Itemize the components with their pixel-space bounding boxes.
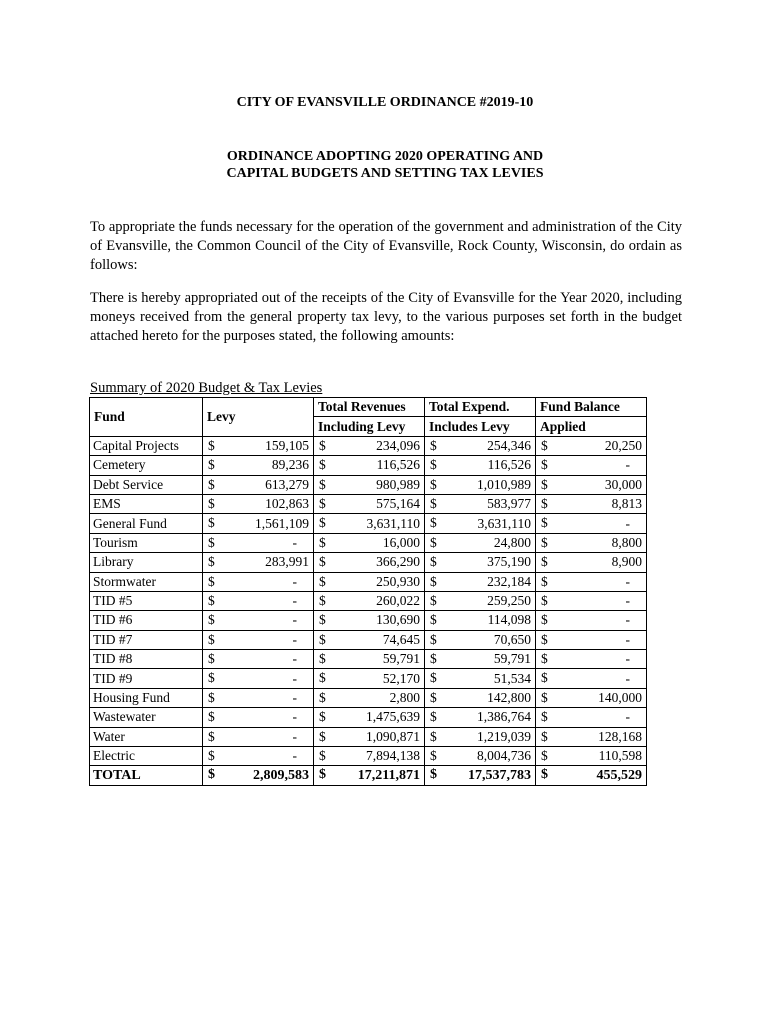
currency-symbol: $ [541, 534, 548, 550]
balance-cell [536, 708, 647, 727]
expend-cell [425, 747, 536, 766]
currency-symbol: $ [208, 437, 215, 453]
fund-name: Library [90, 553, 203, 572]
levy-amount: - [292, 612, 297, 628]
table-caption: Summary of 2020 Budget & Tax Levies [90, 380, 323, 396]
currency-symbol: $ [319, 476, 326, 492]
levy-cell [203, 611, 314, 630]
expend-cell [425, 669, 536, 688]
currency-symbol: $ [541, 554, 548, 570]
table-row [90, 514, 647, 533]
expend-amount: 259,250 [487, 593, 531, 609]
currency-symbol: $ [319, 728, 326, 744]
header-expend-line-2: Includes Levy [425, 417, 536, 436]
expend-cell [425, 572, 536, 591]
expend-amount: 8,004,736 [477, 748, 531, 764]
balance-cell [536, 747, 647, 766]
currency-symbol: $ [541, 476, 548, 492]
subtitle-line-1: ORDINANCE ADOPTING 2020 OPERATING AND [226, 149, 544, 164]
levy-cell [203, 436, 314, 455]
levy-cell [203, 688, 314, 707]
levy-cell [203, 456, 314, 475]
balance-cell [536, 572, 647, 591]
revenues-cell [314, 475, 425, 494]
currency-symbol: $ [541, 515, 548, 531]
balance-amount: 110,598 [598, 748, 642, 764]
levy-cell [203, 727, 314, 746]
balance-amount: - [625, 651, 630, 667]
expend-cell [425, 494, 536, 513]
revenues-cell [314, 494, 425, 513]
currency-symbol: $ [319, 495, 326, 511]
currency-symbol: $ [430, 651, 437, 667]
revenues-cell [314, 650, 425, 669]
currency-symbol: $ [430, 495, 437, 511]
levy-cell [203, 514, 314, 533]
header-balance-line-1: Fund Balance [536, 398, 647, 417]
currency-symbol: $ [541, 689, 548, 705]
expend-amount: 51,534 [493, 670, 531, 686]
table-row [90, 650, 647, 669]
levy-cell [203, 475, 314, 494]
currency-symbol: $ [319, 631, 326, 647]
revenues-cell [314, 630, 425, 649]
currency-symbol: $ [208, 651, 215, 667]
currency-symbol: $ [541, 495, 548, 511]
currency-symbol: $ [430, 476, 437, 492]
levy-cell [203, 533, 314, 552]
expend-amount: 1,386,764 [477, 709, 531, 725]
currency-symbol: $ [319, 689, 326, 705]
levy-amount: 159,105 [265, 437, 309, 453]
balance-cell [536, 669, 647, 688]
header-levy: Levy [203, 398, 314, 437]
currency-symbol: $ [541, 748, 548, 764]
expend-amount: 3,631,110 [477, 515, 531, 531]
fund-name: Tourism [90, 533, 203, 552]
currency-symbol: $ [319, 709, 326, 725]
revenues-cell [314, 766, 425, 785]
fund-name: TID #5 [90, 591, 203, 610]
levy-amount: - [292, 670, 297, 686]
balance-amount: 128,168 [598, 728, 642, 744]
balance-amount: - [625, 709, 630, 725]
expend-cell [425, 475, 536, 494]
balance-cell [536, 436, 647, 455]
levy-amount: - [292, 631, 297, 647]
expend-cell [425, 630, 536, 649]
expend-amount: 70,650 [493, 631, 531, 647]
balance-amount: - [625, 573, 630, 589]
revenues-cell [314, 514, 425, 533]
currency-symbol: $ [541, 728, 548, 744]
fund-name: Capital Projects [90, 436, 203, 455]
expend-cell [425, 611, 536, 630]
levy-amount: - [292, 573, 297, 589]
currency-symbol: $ [430, 670, 437, 686]
budget-summary-table [89, 397, 647, 786]
table-row [90, 436, 647, 455]
levy-amount: 613,279 [265, 476, 309, 492]
revenues-amount: 2,800 [389, 690, 420, 706]
revenues-cell [314, 611, 425, 630]
revenues-cell [314, 669, 425, 688]
balance-amount: - [625, 593, 630, 609]
revenues-amount: 366,290 [376, 554, 420, 570]
levy-amount: - [292, 728, 297, 744]
table-row [90, 669, 647, 688]
currency-symbol: $ [430, 457, 437, 473]
currency-symbol: $ [208, 631, 215, 647]
currency-symbol: $ [319, 573, 326, 589]
revenues-amount: 234,096 [376, 437, 420, 453]
fund-name: EMS [90, 494, 203, 513]
revenues-amount: 1,475,639 [366, 709, 420, 725]
currency-symbol: $ [208, 534, 215, 550]
currency-symbol: $ [208, 689, 215, 705]
expend-amount: 114,098 [487, 612, 531, 628]
table-row [90, 611, 647, 630]
revenues-cell [314, 591, 425, 610]
fund-name: Housing Fund [90, 688, 203, 707]
levy-cell [203, 591, 314, 610]
levy-amount: - [292, 534, 297, 550]
levy-amount: 283,991 [265, 554, 309, 570]
table-row [90, 533, 647, 552]
currency-symbol: $ [208, 670, 215, 686]
expend-cell [425, 727, 536, 746]
currency-symbol: $ [541, 612, 548, 628]
fund-name: Debt Service [90, 475, 203, 494]
balance-cell [536, 630, 647, 649]
currency-symbol: $ [430, 631, 437, 647]
revenues-cell [314, 747, 425, 766]
currency-symbol: $ [541, 767, 548, 783]
currency-symbol: $ [208, 592, 215, 608]
currency-symbol: $ [208, 457, 215, 473]
header-revenues-line-2: Including Levy [314, 417, 425, 436]
revenues-cell [314, 572, 425, 591]
currency-symbol: $ [319, 767, 326, 783]
expend-cell [425, 591, 536, 610]
balance-amount: - [625, 457, 630, 473]
expend-amount: 17,537,783 [468, 767, 531, 783]
levy-cell [203, 766, 314, 785]
revenues-amount: 130,690 [376, 612, 420, 628]
balance-amount: 8,800 [611, 534, 642, 550]
revenues-amount: 260,022 [376, 593, 420, 609]
currency-symbol: $ [319, 612, 326, 628]
levy-cell [203, 630, 314, 649]
currency-symbol: $ [319, 748, 326, 764]
levy-cell [203, 669, 314, 688]
expend-amount: 116,526 [487, 457, 531, 473]
expend-amount: 375,190 [487, 554, 531, 570]
ordinance-title: CITY OF EVANSVILLE ORDINANCE #2019-10 [236, 95, 534, 110]
currency-symbol: $ [208, 554, 215, 570]
revenues-amount: 17,211,871 [357, 767, 420, 783]
revenues-cell [314, 533, 425, 552]
revenues-amount: 52,170 [382, 670, 420, 686]
levy-cell [203, 553, 314, 572]
currency-symbol: $ [430, 728, 437, 744]
expend-cell [425, 456, 536, 475]
levy-amount: - [292, 709, 297, 725]
currency-symbol: $ [208, 767, 215, 783]
balance-cell [536, 611, 647, 630]
revenues-amount: 250,930 [376, 573, 420, 589]
fund-name: TID #8 [90, 650, 203, 669]
balance-cell [536, 514, 647, 533]
levy-amount: - [292, 651, 297, 667]
revenues-amount: 1,090,871 [366, 728, 420, 744]
currency-symbol: $ [430, 534, 437, 550]
fund-name: General Fund [90, 514, 203, 533]
currency-symbol: $ [541, 592, 548, 608]
balance-amount: 8,900 [611, 554, 642, 570]
revenues-cell [314, 727, 425, 746]
subtitle-line-2: CAPITAL BUDGETS AND SETTING TAX LEVIES [226, 166, 544, 181]
levy-amount: - [292, 690, 297, 706]
table-total-row [90, 766, 647, 785]
currency-symbol: $ [208, 495, 215, 511]
expend-amount: 1,010,989 [477, 476, 531, 492]
currency-symbol: $ [319, 457, 326, 473]
fund-name: TID #9 [90, 669, 203, 688]
currency-symbol: $ [430, 612, 437, 628]
currency-symbol: $ [430, 437, 437, 453]
expend-cell [425, 650, 536, 669]
currency-symbol: $ [430, 748, 437, 764]
currency-symbol: $ [430, 554, 437, 570]
levy-amount: 89,236 [271, 457, 309, 473]
expend-cell [425, 514, 536, 533]
revenues-amount: 7,894,138 [366, 748, 420, 764]
table-row [90, 553, 647, 572]
balance-amount: - [625, 515, 630, 531]
balance-cell [536, 650, 647, 669]
balance-cell [536, 766, 647, 785]
table-row [90, 494, 647, 513]
fund-name: Water [90, 727, 203, 746]
revenues-amount: 16,000 [382, 534, 420, 550]
levy-amount: - [292, 748, 297, 764]
header-revenues-line-1: Total Revenues [314, 398, 425, 417]
revenues-amount: 575,164 [376, 496, 420, 512]
revenues-cell [314, 688, 425, 707]
revenues-cell [314, 708, 425, 727]
currency-symbol: $ [208, 728, 215, 744]
currency-symbol: $ [430, 767, 437, 783]
balance-amount: - [625, 631, 630, 647]
fund-name: Stormwater [90, 572, 203, 591]
currency-symbol: $ [541, 573, 548, 589]
balance-amount: - [625, 670, 630, 686]
table-row [90, 572, 647, 591]
levy-amount: 1,561,109 [255, 515, 309, 531]
expend-amount: 1,219,039 [477, 728, 531, 744]
table-row [90, 630, 647, 649]
expend-cell [425, 688, 536, 707]
revenues-cell [314, 553, 425, 572]
balance-amount: 455,529 [596, 767, 642, 783]
levy-amount: 2,809,583 [253, 767, 309, 783]
levy-amount: 102,863 [265, 496, 309, 512]
currency-symbol: $ [541, 670, 548, 686]
revenues-amount: 980,989 [376, 476, 420, 492]
levy-cell [203, 494, 314, 513]
header-fund: Fund [90, 398, 203, 437]
currency-symbol: $ [541, 709, 548, 725]
expend-amount: 24,800 [493, 534, 531, 550]
currency-symbol: $ [430, 689, 437, 705]
intro-paragraph: To appropriate the funds necessary for the operation of the government and administration of the City of Evansville, the Common Council of the City of Evansville, Rock County, Wisconsin, do ordain as follows: [90, 219, 682, 273]
table-row [90, 708, 647, 727]
fund-name: TID #6 [90, 611, 203, 630]
currency-symbol: $ [208, 709, 215, 725]
expend-cell [425, 553, 536, 572]
currency-symbol: $ [319, 651, 326, 667]
expend-amount: 583,977 [487, 496, 531, 512]
header-balance-line-2: Applied [536, 417, 647, 436]
revenues-cell [314, 436, 425, 455]
table-row [90, 591, 647, 610]
table-row [90, 688, 647, 707]
revenues-amount: 116,526 [376, 457, 420, 473]
currency-symbol: $ [430, 515, 437, 531]
currency-symbol: $ [430, 573, 437, 589]
expend-amount: 142,800 [487, 690, 531, 706]
levy-amount: - [292, 593, 297, 609]
expend-cell [425, 436, 536, 455]
table-row [90, 747, 647, 766]
header-expend-line-1: Total Expend. [425, 398, 536, 417]
revenues-amount: 3,631,110 [366, 515, 420, 531]
currency-symbol: $ [319, 554, 326, 570]
table-row [90, 456, 647, 475]
fund-name: Wastewater [90, 708, 203, 727]
balance-cell [536, 591, 647, 610]
fund-name: TID #7 [90, 630, 203, 649]
expend-amount: 232,184 [487, 573, 531, 589]
revenues-cell [314, 456, 425, 475]
revenues-amount: 59,791 [382, 651, 420, 667]
appropriation-paragraph: There is hereby appropriated out of the receipts of the City of Evansville for the Year 2020, including moneys received from the general property tax levy, to the various purposes set forth in the budget attached hereto for the purposes stated, the following amounts: [90, 290, 682, 344]
balance-cell [536, 688, 647, 707]
balance-cell [536, 494, 647, 513]
expend-cell [425, 533, 536, 552]
fund-name: Electric [90, 747, 203, 766]
currency-symbol: $ [541, 651, 548, 667]
balance-amount: 20,250 [604, 437, 642, 453]
fund-name: TOTAL [90, 766, 203, 785]
levy-cell [203, 572, 314, 591]
currency-symbol: $ [208, 612, 215, 628]
currency-symbol: $ [430, 592, 437, 608]
currency-symbol: $ [430, 709, 437, 725]
balance-cell [536, 456, 647, 475]
levy-cell [203, 708, 314, 727]
currency-symbol: $ [319, 534, 326, 550]
balance-cell [536, 533, 647, 552]
expend-amount: 254,346 [487, 437, 531, 453]
expend-amount: 59,791 [493, 651, 531, 667]
currency-symbol: $ [208, 515, 215, 531]
currency-symbol: $ [319, 592, 326, 608]
revenues-amount: 74,645 [382, 631, 420, 647]
balance-amount: 8,813 [611, 496, 642, 512]
currency-symbol: $ [208, 573, 215, 589]
balance-amount: 140,000 [598, 690, 642, 706]
balance-amount: - [625, 612, 630, 628]
currency-symbol: $ [541, 437, 548, 453]
table-row [90, 475, 647, 494]
balance-cell [536, 727, 647, 746]
balance-cell [536, 553, 647, 572]
currency-symbol: $ [208, 476, 215, 492]
currency-symbol: $ [319, 515, 326, 531]
balance-cell [536, 475, 647, 494]
currency-symbol: $ [208, 748, 215, 764]
levy-cell [203, 650, 314, 669]
expend-cell [425, 708, 536, 727]
table-row [90, 727, 647, 746]
currency-symbol: $ [541, 631, 548, 647]
currency-symbol: $ [319, 670, 326, 686]
balance-amount: 30,000 [604, 476, 642, 492]
currency-symbol: $ [319, 437, 326, 453]
expend-cell [425, 766, 536, 785]
fund-name: Cemetery [90, 456, 203, 475]
levy-cell [203, 747, 314, 766]
currency-symbol: $ [541, 457, 548, 473]
